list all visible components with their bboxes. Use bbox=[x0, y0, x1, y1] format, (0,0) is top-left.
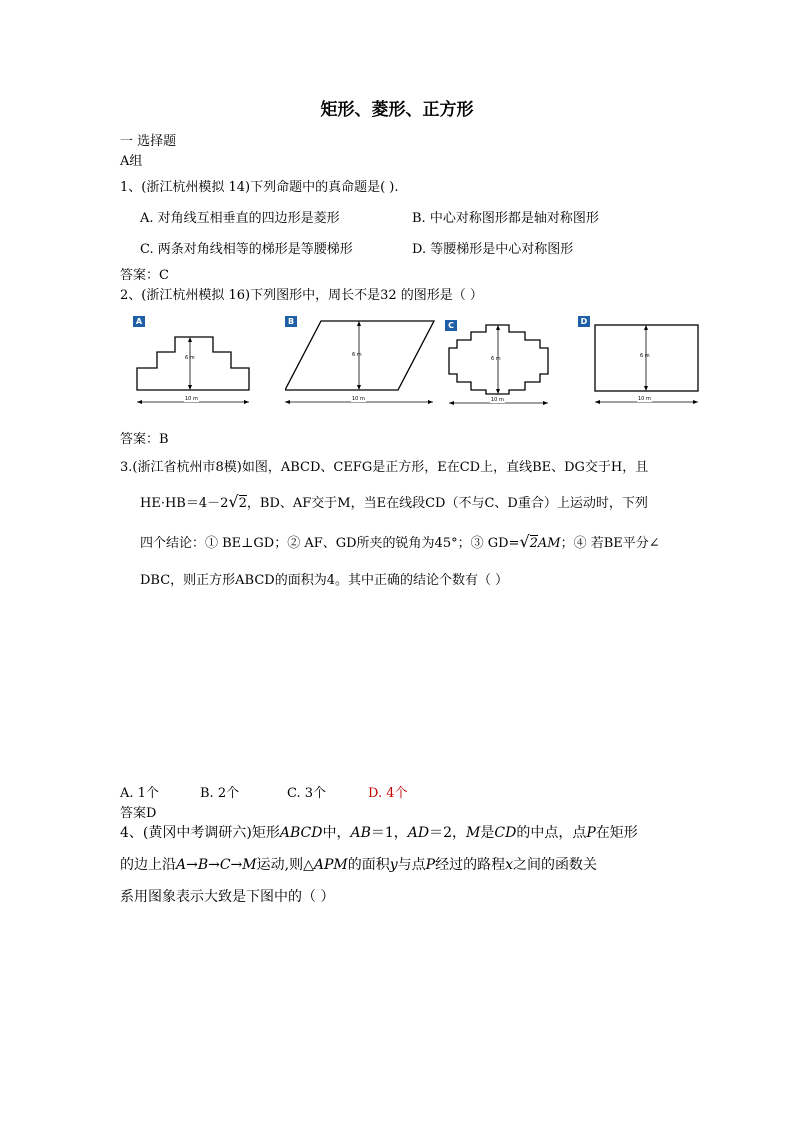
q4-math: AD bbox=[407, 825, 430, 841]
q3-line-3-pre: 四个结论：① BE⊥GD；② AF、GD所夹的锐角为45°；③ GD= bbox=[140, 536, 520, 551]
q4-line-3: 系用图象表示大致是下图中的（ ） bbox=[120, 889, 335, 905]
q3-line-2-pre: HE·HB＝4－2 bbox=[140, 496, 229, 511]
figure-d bbox=[578, 316, 703, 408]
q4-math: A→B→C→M bbox=[176, 857, 257, 873]
figure-b-height-label: 6 m bbox=[352, 352, 362, 358]
q4-text: 运动,则△ bbox=[256, 857, 314, 873]
q3-radical-sign-2: √ bbox=[519, 532, 530, 551]
figure-d-height-label: 6 m bbox=[640, 353, 650, 359]
figure-b-drawing bbox=[285, 316, 435, 408]
page-title: 矩形、菱形、正方形 bbox=[320, 100, 474, 120]
figure-c-height-label: 6 m bbox=[491, 356, 501, 362]
section-heading: 一 选择题 bbox=[120, 134, 177, 149]
q2-stem: 2、(浙江杭州模拟 16)下列图形中，周长不是32 的图形是（ ） bbox=[120, 288, 483, 303]
figure-a-drawing bbox=[133, 316, 258, 408]
q3-line-2-post: ，BD、AF交于M，当E在线段CD（不与C、D重合）上运动时，下列 bbox=[246, 496, 648, 511]
figure-a-label: A bbox=[133, 316, 145, 327]
q1-option-c: C. 两条对角线相等的梯形是等腰梯形 bbox=[140, 242, 353, 257]
figure-d-drawing bbox=[578, 316, 703, 408]
figure-a-width-label: 10 m bbox=[185, 396, 198, 402]
q2-answer: 答案：B bbox=[120, 432, 169, 447]
q3-line-3 bbox=[140, 532, 660, 551]
q3-radical-value-2: 2 bbox=[529, 536, 538, 551]
q3-option-c: C. 3个 bbox=[287, 786, 327, 801]
q3-line-1: 3.(浙江省杭州市8模)如图，ABCD、CEFG是正方形，E在CD上，直线BE、DG交于H，且 bbox=[120, 460, 649, 475]
q3-radical-sign: √ bbox=[228, 492, 239, 511]
q1-stem: 1、(浙江杭州模拟 14)下列命题中的真命题是( ). bbox=[120, 180, 399, 195]
q3-line-3-post: ；④ 若BE平分∠ bbox=[560, 536, 660, 551]
q3-option-d: D. 4个 bbox=[368, 786, 408, 801]
q1-option-a: A. 对角线互相垂直的四边形是菱形 bbox=[140, 211, 340, 226]
q3-line-3-var: AM bbox=[537, 536, 561, 551]
q3-line-4: DBC，则正方形ABCD的面积为4。其中正确的结论个数有（ ） bbox=[140, 573, 509, 588]
q4-math: y bbox=[389, 857, 398, 873]
q1-answer: 答案：C bbox=[120, 268, 169, 283]
q3-radical-value: 2 bbox=[238, 496, 247, 511]
q4-text: 在矩形 bbox=[595, 825, 638, 841]
q4-math: AB bbox=[350, 825, 371, 841]
q3-option-b: B. 2个 bbox=[200, 786, 240, 801]
figure-d-label: D bbox=[578, 316, 590, 327]
q4-math: P bbox=[586, 825, 596, 841]
q4-math: M bbox=[466, 825, 481, 841]
figure-c-width-label: 10 m bbox=[491, 397, 504, 403]
figure-b-width-label: 10 m bbox=[352, 396, 365, 402]
q4-math: APM bbox=[313, 857, 348, 873]
figure-b bbox=[285, 316, 435, 408]
q4-math: x bbox=[505, 857, 513, 873]
q4-text: 4、(黄冈中考调研六)矩形 bbox=[120, 825, 280, 841]
q4-text: ＝1， bbox=[370, 825, 408, 841]
q4-text: 的面积 bbox=[347, 857, 390, 873]
q4-text: 的边上沿 bbox=[120, 857, 176, 873]
q4-text: 与点 bbox=[397, 857, 426, 873]
q4-text: 经过的路程 bbox=[435, 857, 506, 873]
q1-option-b: B. 中心对称图形都是轴对称图形 bbox=[412, 211, 599, 226]
figure-c-drawing bbox=[445, 320, 555, 408]
q4-math: CD bbox=[494, 825, 517, 841]
figure-d-width-label: 10 m bbox=[638, 396, 651, 402]
figure-c-label: C bbox=[445, 320, 457, 331]
figure-a-height-label: 6 m bbox=[185, 355, 195, 361]
q4-text: ＝2， bbox=[429, 825, 467, 841]
q4-line-2 bbox=[120, 854, 597, 874]
figure-a bbox=[133, 316, 258, 408]
q4-line-1 bbox=[120, 822, 638, 842]
q3-answer: 答案D bbox=[120, 806, 157, 821]
q4-math: ABCD bbox=[279, 825, 323, 841]
group-heading: A组 bbox=[120, 154, 143, 169]
q4-text: 中， bbox=[322, 825, 351, 841]
figure-c bbox=[445, 320, 555, 408]
q4-text: 的中点，点 bbox=[516, 825, 587, 841]
q4-text: 之间的函数关 bbox=[512, 857, 597, 873]
q1-option-d: D. 等腰梯形是中心对称图形 bbox=[412, 242, 574, 257]
q4-math: P bbox=[425, 857, 436, 873]
figure-b-label: B bbox=[285, 316, 297, 327]
q3-line-2 bbox=[140, 492, 648, 511]
q3-option-a: A. 1个 bbox=[120, 786, 159, 801]
q4-text: 是 bbox=[480, 825, 495, 841]
